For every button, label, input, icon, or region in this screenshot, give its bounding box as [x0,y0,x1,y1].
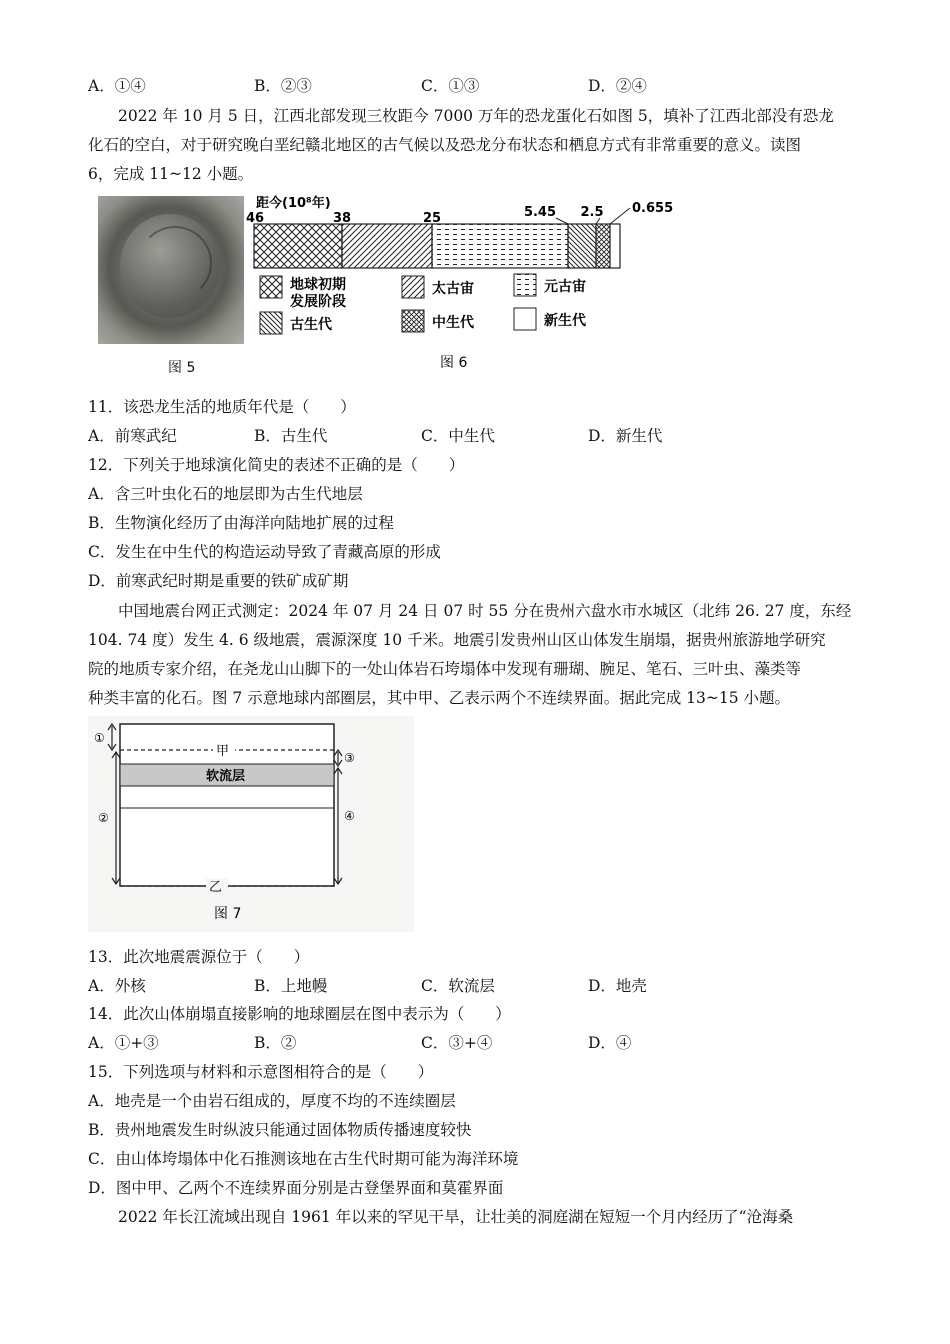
legend-label-early-earth-2: 发展阶段 [290,294,346,310]
passage2-line3: 院的地质专家介绍，在尧龙山山脚下的一处山体岩石垮塌体中发现有珊瑚、腕足、笔石、三叶虫、藻类等 [88,660,802,678]
q11-option-b[interactable]: B．古生代 [254,427,328,445]
legend-label-proterozoic: 元古宙 [544,279,586,295]
passage1-line1: 2022 年 10 月 5 日，江西北部发现三枚距今 7000 万年的恐龙蛋化石如图 5，填补了江西北部没有恐龙 [118,107,834,125]
q13-option-c[interactable]: C．软流层 [421,977,495,995]
passage1-line2: 化石的空白，对于研究晚白垩纪赣北地区的古气候以及恐龙分布状态和栖息方式有非常重要的意义。读图 [88,136,802,154]
fig6-caption: 图 6 [440,355,468,371]
legend-label-cenozoic: 新生代 [544,313,586,329]
fig6-leader-line-2 [610,208,630,224]
q11-option-d[interactable]: D．新生代 [588,427,663,445]
fig6-tick-label-3: 5.45 [523,205,557,220]
fig6-tick-label-2: 25 [422,211,442,226]
fig7-label-c4: ④ [344,809,355,823]
fig7-label-yi: 乙 [209,880,223,895]
fig6-bar-segment-5 [610,224,620,268]
q15-option-c[interactable]: C．由山体垮塌体中化石推测该地在古生代时期可能为海洋环境 [88,1150,519,1168]
passage1-line3: 6，完成 11~12 小题。 [88,165,254,183]
q15-option-b[interactable]: B．贵州地震发生时纵波只能通过固体物质传播速度较快 [88,1121,472,1139]
q11-option-a[interactable]: A．前寒武纪 [88,427,177,445]
fig7-label-asthenosphere: 软流层 [206,769,246,784]
passage3-line1: 2022 年长江流域出现自 1961 年以来的罕见干旱，让壮美的洞庭湖在短短一个月内经历了“沧海桑 [118,1208,794,1226]
legend-swatch-mesozoic [402,310,424,332]
legend-swatch-archean [402,276,424,298]
fig6-bar-segment-4 [596,224,610,268]
legend-swatch-early-earth [260,276,282,298]
fig7-label-c2: ② [98,811,109,825]
q14-option-c[interactable]: C．③+④ [421,1034,493,1052]
legend-label-archean: 太古宙 [432,281,474,297]
fig6-tick-label-1: 38 [332,211,352,226]
fig7-caption: 图 7 [214,906,242,922]
fig7-earth-layers-diagram [88,716,414,932]
q12-option-b[interactable]: B．生物演化经历了由海洋向陆地扩展的过程 [88,514,394,532]
q14-option-a[interactable]: A．①+③ [88,1034,159,1052]
q15-stem: 15．下列选项与材料和示意图相符合的是（ ） [88,1063,434,1081]
passage2-line1: 中国地震台网正式测定：2024 年 07 月 24 日 07 时 55 分在贵州六盘水市水城区（北纬 26. 27 度，东经 [118,602,852,620]
q13-option-d[interactable]: D．地壳 [588,977,647,995]
legend-label-mesozoic: 中生代 [432,315,474,331]
q12-option-d[interactable]: D．前寒武纪时期是重要的铁矿成矿期 [88,572,349,590]
q10-option-d[interactable]: D．②④ [588,77,647,95]
fig6-bar-segment-0 [254,224,342,268]
q15-option-d[interactable]: D．图中甲、乙两个不连续界面分别是古登堡界面和莫霍界面 [88,1179,504,1197]
fig6-bar-segment-3 [568,224,596,268]
q13-option-b[interactable]: B．上地幔 [254,977,328,995]
fig7-label-c1: ① [94,731,105,745]
q14-option-d[interactable]: D．④ [588,1034,632,1052]
passage2-line4: 种类丰富的化石。图 7 示意地球内部圈层，其中甲、乙表示两个不连续界面。据此完成 13~15 小题。 [88,689,791,707]
passage2-line2: 104. 74 度）发生 4. 6 级地震，震源深度 10 千米。地震引发贵州山区山体发生崩塌，据贵州旅游地学研究 [88,631,826,649]
dinosaur-egg-photo [98,196,244,344]
q15-option-a[interactable]: A．地壳是一个由岩石组成的，厚度不均的不连续圈层 [88,1092,456,1110]
q12-option-a[interactable]: A．含三叶虫化石的地层即为古生代地层 [88,485,363,503]
fig7-label-c3: ③ [344,751,355,765]
fig6-tick-label-0: 46 [246,211,265,226]
q11-stem: 11．该恐龙生活的地质年代是（ ） [88,398,356,416]
q10-option-c[interactable]: C．①③ [421,77,480,95]
egg-crack [138,226,212,300]
fig6-tick-label-4: 2.5 [580,205,604,220]
q12-stem: 12．下列关于地球演化简史的表述不正确的是（ ） [88,456,465,474]
legend-swatch-paleozoic [260,312,282,334]
fig6-tick-label-5: 0.655 [632,201,674,216]
q10-option-a[interactable]: A．①④ [88,77,146,95]
q10-option-b[interactable]: B．②③ [254,77,312,95]
fig6-leader-line-0 [556,218,568,224]
q12-option-c[interactable]: C．发生在中生代的构造运动导致了青藏高原的形成 [88,543,441,561]
q14-option-b[interactable]: B．② [254,1034,297,1052]
legend-swatch-proterozoic [514,274,536,296]
q14-stem: 14．此次山体崩塌直接影响的地球圈层在图中表示为（ ） [88,1005,511,1023]
fig6-bars [254,224,620,268]
q13-stem: 13．此次地震震源位于（ ） [88,948,310,966]
fig6-axis-label: 距今(10⁸年) [256,196,331,211]
fig6-timeline-chart [244,192,714,382]
q13-option-a[interactable]: A．外核 [88,977,146,995]
fig6-bar-segment-2 [432,224,568,268]
q11-option-c[interactable]: C．中生代 [421,427,495,445]
legend-label-early-earth-1: 地球初期 [290,277,346,293]
fig6-bar-segment-1 [342,224,432,268]
fig7-label-jia: 甲 [216,744,230,759]
fig5-caption: 图 5 [168,360,196,376]
legend-label-paleozoic: 古生代 [290,317,332,333]
legend-swatch-cenozoic [514,308,536,330]
